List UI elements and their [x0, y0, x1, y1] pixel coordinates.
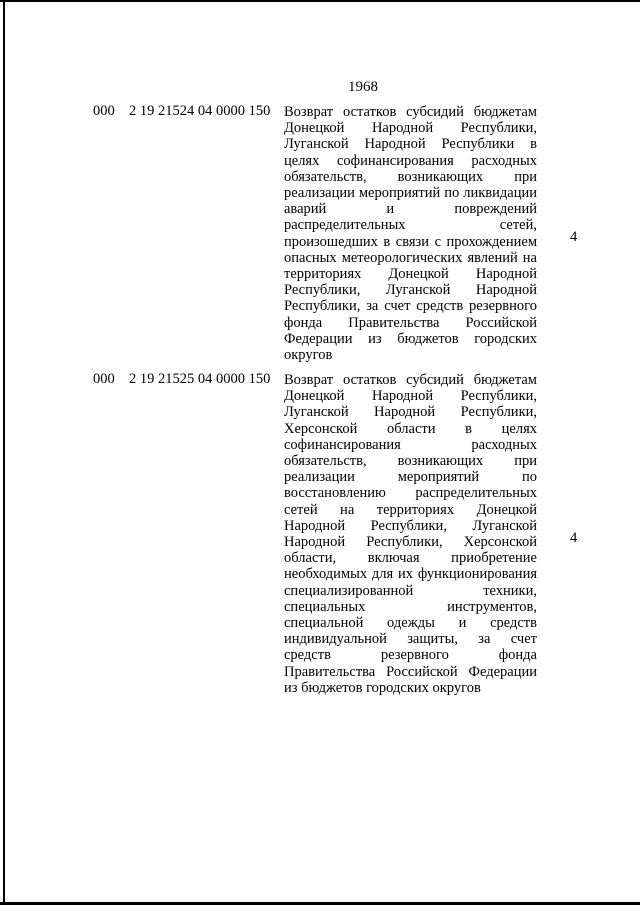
row-1-budget-code: 2 19 21524 04 0000 150 — [129, 103, 271, 119]
row-1-description: Возврат остатков субсидий бюджетам Донецкой Народной Республики, Луганской Народной Республики в целях софинансирования расходных обязательств, возникающих при реализации мероприятий по ликвидации аварий и повреждений распределительных сетей, произошедших в связи с прохождением опасных метеорологических явлений на территориях Донецкой Народной Республики, Луганской Народной Республики, за счет средств резервного фонда Правительства Российской Федерации из бюджетов городских округов — [284, 104, 537, 364]
row-1-admin-code: 000 — [93, 103, 115, 119]
row-2-admin-code: 000 — [93, 371, 115, 387]
row-2-amount: 4 — [570, 530, 578, 546]
row-1-amount: 4 — [570, 229, 578, 245]
row-2-budget-code: 2 19 21525 04 0000 150 — [129, 371, 271, 387]
page-number: 1968 — [348, 79, 378, 95]
scan-border-left — [3, 0, 5, 905]
row-2-description: Возврат остатков субсидий бюджетам Донецкой Народной Республики, Луганской Народной Республики, Херсонской области в целях софинансирования расходных обязательств, возникающих при реализации мероприятий по восстановлению распределительных сетей на территориях Донецкой Народной Республики, Луганской Народной Республики, Херсонской области, включая приобретение необходимых для их функционирования специализированной техники, специальных инструментов, специальной одежды и средств индивидуальной защиты, за счет средств резервного фонда Правительства Российской Федерации из бюджетов городских округов — [284, 372, 537, 696]
scan-border-top — [0, 0, 640, 2]
